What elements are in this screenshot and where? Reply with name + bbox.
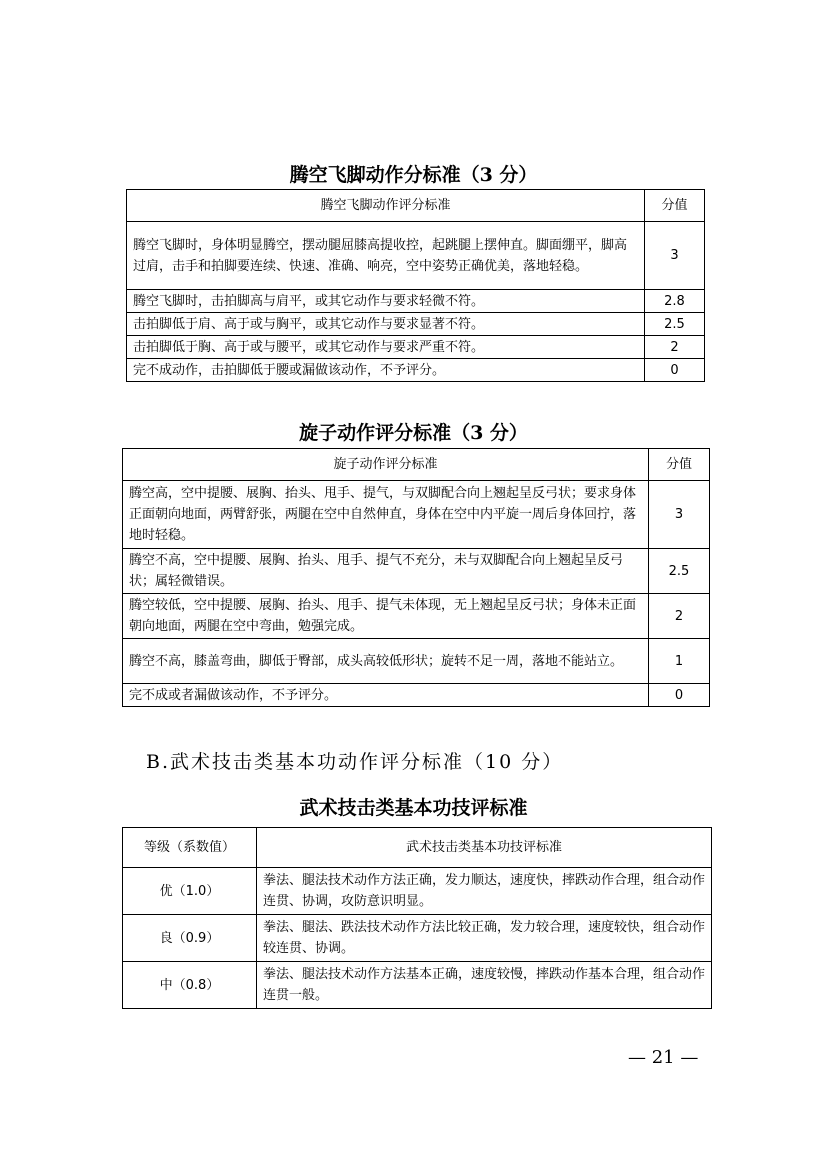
criteria-text: 腾空高，空中提腰、展胸、抬头、甩手、提气，与双脚配合向上翘起呈反弓状；要求身体正面朝向地面，两臂舒张，两腿在空中自然伸直，身体在空中内平旋一周后身体回拧，落地时轻稳。 xyxy=(123,481,649,549)
table1-header-score: 分值 xyxy=(645,190,705,222)
table-row xyxy=(123,481,710,549)
table2-header-score: 分值 xyxy=(649,449,710,481)
criteria-text: 拳法、腿法、跌法技术动作方法比较正确，发力较合理，速度较快，组合动作较连贯、协调。 xyxy=(257,915,712,962)
table3-title: 武术技击类基本功技评标准 xyxy=(299,797,528,819)
table-row xyxy=(127,336,705,359)
score-value: 0 xyxy=(645,359,705,382)
table1-title: 腾空飞脚动作分标准（3 分） xyxy=(289,164,538,186)
criteria-text: 拳法、腿法技术动作方法基本正确，速度较慢，摔跌动作基本合理，组合动作连贯一般。 xyxy=(257,962,712,1009)
score-value: 2 xyxy=(649,594,710,639)
criteria-text: 拳法、腿法技术动作方法正确，发力顺达，速度快，摔跌动作合理，组合动作连贯、协调，攻防意识明显。 xyxy=(257,868,712,915)
criteria-text: 腾空飞脚时，身体明显腾空，摆动腿屈膝高提收控，起跳腿上摆伸直。脚面绷平，脚高过肩，击手和拍脚要连续、快速、准确、响亮，空中姿势正确优美，落地轻稳。 xyxy=(127,222,645,290)
score-value: 2 xyxy=(645,336,705,359)
xuanzi-scoring-table xyxy=(122,448,710,707)
score-value: 0 xyxy=(649,684,710,707)
table-row xyxy=(127,222,705,290)
table-row xyxy=(123,868,712,915)
score-value: 3 xyxy=(645,222,705,290)
table3-header-grade: 等级（系数值） xyxy=(123,828,257,868)
table-row xyxy=(123,962,712,1009)
table2-title: 旋子动作评分标准（3 分） xyxy=(299,422,528,444)
table-row xyxy=(123,639,710,684)
criteria-text: 腾空较低，空中提腰、展胸、抬头、甩手、提气未体现，无上翘起呈反弓状；身体未正面朝向地面，两腿在空中弯曲，勉强完成。 xyxy=(123,594,649,639)
table-row xyxy=(123,594,710,639)
feijiao-scoring-table xyxy=(126,189,705,382)
table1-header-criteria: 腾空飞脚动作评分标准 xyxy=(127,190,645,222)
criteria-text: 完不成动作，击拍脚低于腰或漏做该动作，不予评分。 xyxy=(127,359,645,382)
table-row xyxy=(127,313,705,336)
page-number: — 21 — xyxy=(628,1047,699,1068)
criteria-text: 击拍脚低于肩、高于或与胸平，或其它动作与要求显著不符。 xyxy=(127,313,645,336)
score-value: 2.5 xyxy=(649,549,710,594)
table-row xyxy=(123,549,710,594)
score-value: 2.5 xyxy=(645,313,705,336)
score-value: 2.8 xyxy=(645,290,705,313)
table-row xyxy=(123,915,712,962)
table3-header-criteria: 武术技击类基本功技评标准 xyxy=(257,828,712,868)
grade-label: 优（1.0） xyxy=(123,868,257,915)
criteria-text: 腾空不高，空中提腰、展胸、抬头、甩手、提气不充分，未与双脚配合向上翘起呈反弓状；属轻微错误。 xyxy=(123,549,649,594)
table-row xyxy=(123,684,710,707)
grade-label: 良（0.9） xyxy=(123,915,257,962)
table2-header-criteria: 旋子动作评分标准 xyxy=(123,449,649,481)
grade-label: 中（0.8） xyxy=(123,962,257,1009)
jiji-scoring-table xyxy=(122,827,712,1009)
section-b-heading: B.武术技击类基本功动作评分标准（10 分） xyxy=(146,751,564,773)
table-row xyxy=(127,359,705,382)
criteria-text: 腾空不高，膝盖弯曲，脚低于臀部，成头高较低形状；旋转不足一周，落地不能站立。 xyxy=(123,639,649,684)
criteria-text: 完不成或者漏做该动作，不予评分。 xyxy=(123,684,649,707)
score-value: 1 xyxy=(649,639,710,684)
table-row xyxy=(127,290,705,313)
criteria-text: 腾空飞脚时，击拍脚高与肩平，或其它动作与要求轻微不符。 xyxy=(127,290,645,313)
criteria-text: 击拍脚低于胸、高于或与腰平，或其它动作与要求严重不符。 xyxy=(127,336,645,359)
score-value: 3 xyxy=(649,481,710,549)
